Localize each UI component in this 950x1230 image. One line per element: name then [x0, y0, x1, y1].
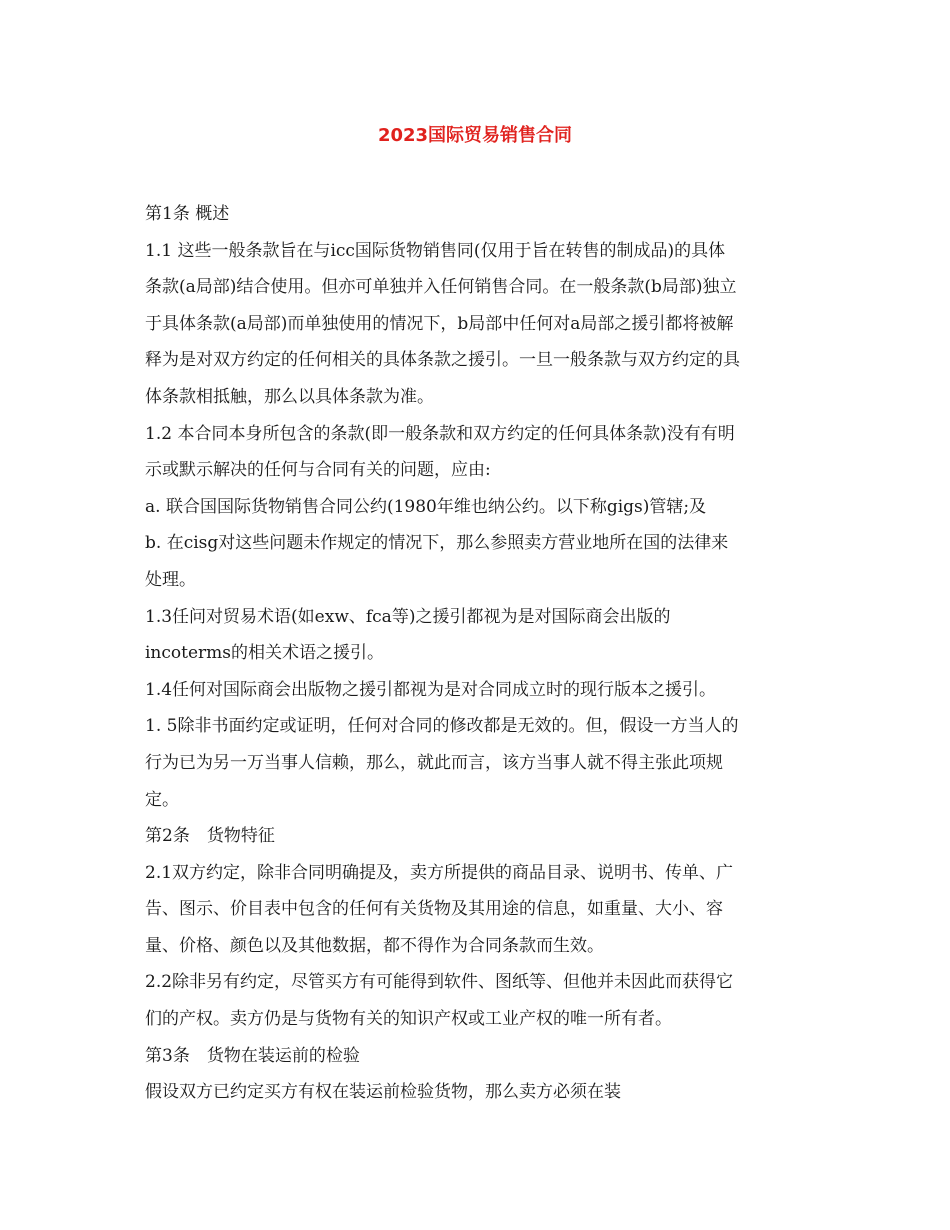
paragraph-line: 于具体条款(a局部)而单独使用的情况下，b局部中任何对a局部之援引都将被解	[145, 313, 734, 334]
document-title: 2023国际贸易销售合同	[377, 125, 573, 146]
paragraph-line: 1.1 这些一般条款旨在与icc国际货物销售同(仅用于旨在转售的制成品)的具体	[145, 240, 726, 261]
list-item-line: a. 联合国国际货物销售合同公约(1980年维也纳公约。以下称gigs)管辖;及	[145, 496, 707, 517]
paragraph-line: 1.3任问对贸易术语(如exw、fca等)之援引都视为是对国际商会出版的	[145, 606, 671, 627]
paragraph-line: 示或默示解决的任何与合同有关的问题，应由:	[145, 460, 491, 481]
list-item-line: b. 在cisg对这些问题未作规定的情况下，那么参照卖方营业地所在国的法律来	[145, 533, 729, 554]
section-heading-2: 第2条 货物特征	[145, 826, 275, 847]
paragraph-line: incoterms的相关术语之援引。	[145, 643, 385, 664]
section-heading-3: 第3条 货物在装运前的检验	[145, 1045, 360, 1066]
paragraph-line: 假设双方已约定买方有权在装运前检验货物，那么卖方必须在装	[145, 1082, 621, 1103]
section-heading-1: 第1条 概述	[145, 204, 230, 224]
list-item-line: 处理。	[145, 569, 196, 590]
paragraph-line: 条款(a局部)结合使用。但亦可单独并入任何销售合同。在一般条款(b局部)独立	[145, 277, 737, 298]
paragraph-line: 1.2 本合同本身所包含的条款(即一般条款和双方约定的任何具体条款)没有有明	[145, 423, 735, 444]
paragraph-line: 体条款相抵触，那么以具体条款为准。	[145, 386, 434, 407]
paragraph-line: 们的产权。卖方仍是与货物有关的知识产权或工业产权的唯一所有者。	[145, 1009, 672, 1030]
paragraph-line: 定。	[145, 789, 179, 810]
paragraph-line: 行为已为另一万当事人信赖，那么，就此而言，该方当事人就不得主张此项规	[145, 752, 723, 773]
paragraph-line: 2.2除非另有约定，尽管买方有可能得到软件、图纸等、但他并未因此而获得它	[145, 972, 734, 993]
paragraph-line: 2.1双方约定，除非合同明确提及，卖方所提供的商品目录、说明书、传单、广	[145, 862, 734, 883]
paragraph-line: 量、价格、颜色以及其他数据，都不得作为合同条款而生效。	[145, 935, 604, 956]
paragraph-line: 告、图示、价目表中包含的任何有关货物及其用途的信息，如重量、大小、容	[145, 899, 723, 920]
paragraph-line: 1. 5除非书面约定或证明，任何对合同的修改都是无效的。但，假设一方当人的	[145, 716, 739, 737]
paragraph-line: 释为是对双方约定的任何相关的具体条款之援引。一旦一般条款与双方约定的具	[145, 350, 740, 371]
document-body	[145, 196, 805, 1111]
paragraph-line: 1.4任何对国际商会出版物之援引都视为是对合同成立时的现行版本之援引。	[145, 679, 717, 700]
